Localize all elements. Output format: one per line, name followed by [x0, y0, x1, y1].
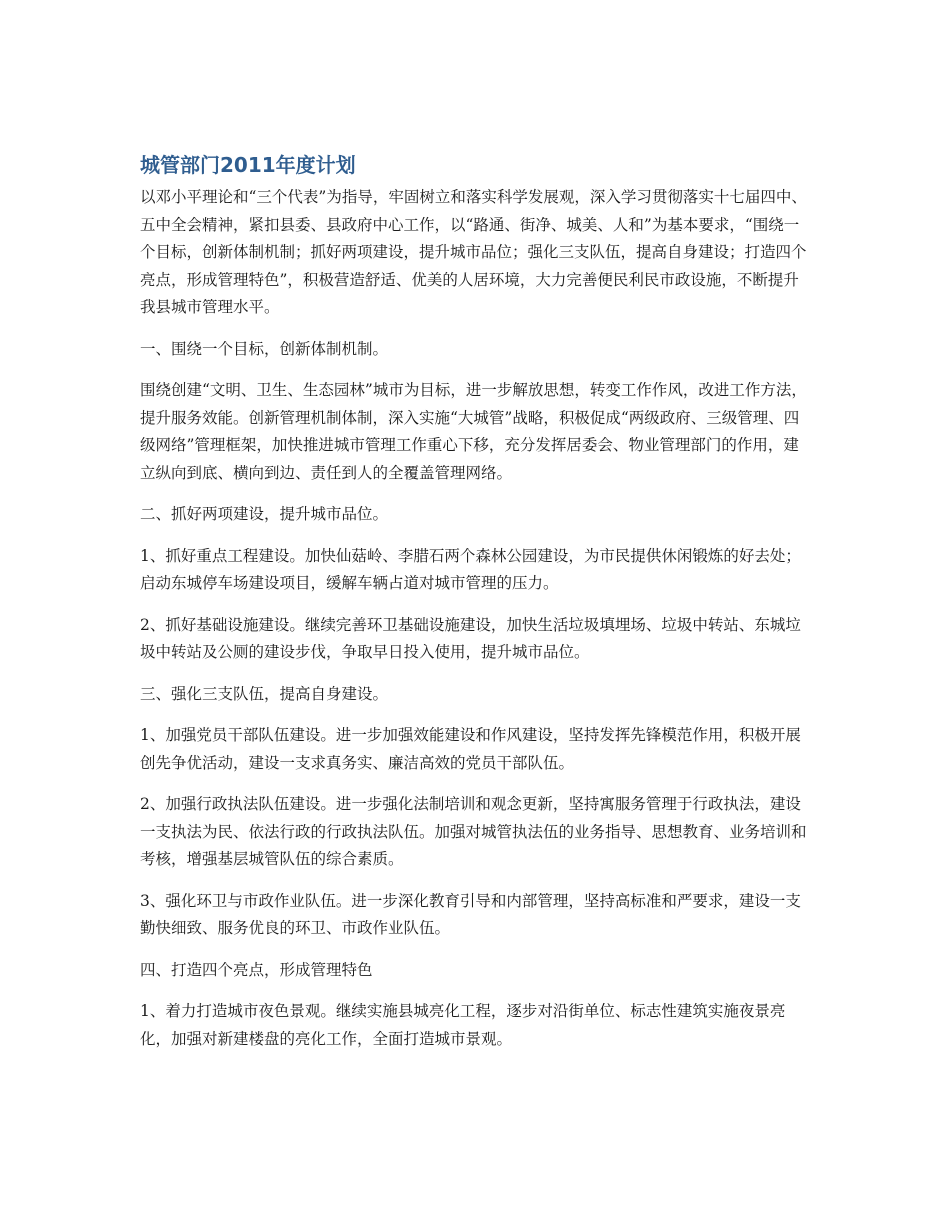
intro-paragraph: 以邓小平理论和“三个代表”为指导，牢固树立和落实科学发展观，深入学习贯彻落实十七届四中、五中全会精神，紧扣县委、县政府中心工作，以“路通、街净、城美、人和”为基本要求，“围绕一个目标，创新体制机制；抓好两项建设，提升城市品位；强化三支队伍，提高自身建设；打造四个亮点，形成管理特色”，积极营造舒适、优美的人居环境，大力完善便民利民市政设施，不断提升我县城市管理水平。 [140, 188, 807, 316]
section-4-item-1: 1、着力打造城市夜色景观。继续实施县城亮化工程，逐步对沿街单位、标志性建筑实施夜景亮化，加强对新建楼盘的亮化工作，全面打造城市景观。 [140, 1002, 786, 1048]
document-page [140, 150, 808, 1067]
section-3-item-3: 3、强化环卫与市政作业队伍。进一步深化教育引导和内部管理，坚持高标准和严要求，建设一支勤快细致、服务优良的环卫、市政作业队伍。 [140, 891, 801, 937]
section-heading-2: 二、抓好两项建设，提升城市品位。 [140, 505, 389, 523]
section-heading-1: 一、围绕一个目标，创新体制机制。 [140, 339, 389, 358]
section-1-paragraph: 围绕创建“文明、卫生、生态园林”城市为目标，进一步解放思想，转变工作作风，改进工作方法，提升服务效能。创新管理机制体制，深入实施“大城管”战略，积极促成“两级政府、三级管理、四级网络”管理框架，加快推进城市管理工作重心下移，充分发挥居委会、物业管理部门的作用，建立纵向到底、横向到边、责任到人的全覆盖管理网络。 [140, 381, 807, 482]
section-heading-4: 四、打造四个亮点，形成管理特色 [140, 960, 373, 979]
section-heading-3: 三、强化三支队伍，提高自身建设。 [140, 684, 389, 703]
section-2-item-2: 2、抓好基础设施建设。继续完善环卫基础设施建设，加快生活垃圾填埋场、垃圾中转站、东城垃圾中转站及公厕的建设步伐，争取早日投入使用，提升城市品位。 [140, 615, 801, 661]
document-title: 城管部门2011年度计划 [140, 153, 356, 177]
section-3-item-1: 1、加强党员干部队伍建设。进一步加强效能建设和作风建设，坚持发挥先锋模范作用，积极开展创先争优活动，建设一支求真务实、廉洁高效的党员干部队伍。 [140, 726, 801, 772]
section-2-item-1: 1、抓好重点工程建设。加快仙菇岭、李腊石两个森林公园建设，为市民提供休闲锻炼的好去处；启动东城停车场建设项目，缓解车辆占道对城市管理的压力。 [140, 546, 801, 592]
section-3-item-2: 2、加强行政执法队伍建设。进一步强化法制培训和观念更新，坚持寓服务管理于行政执法，建设一支执法为民、依法行政的行政执法队伍。加强对城管执法伍的业务指导、思想教育、业务培训和考核，增强基层城管队伍的综合素质。 [140, 795, 807, 868]
